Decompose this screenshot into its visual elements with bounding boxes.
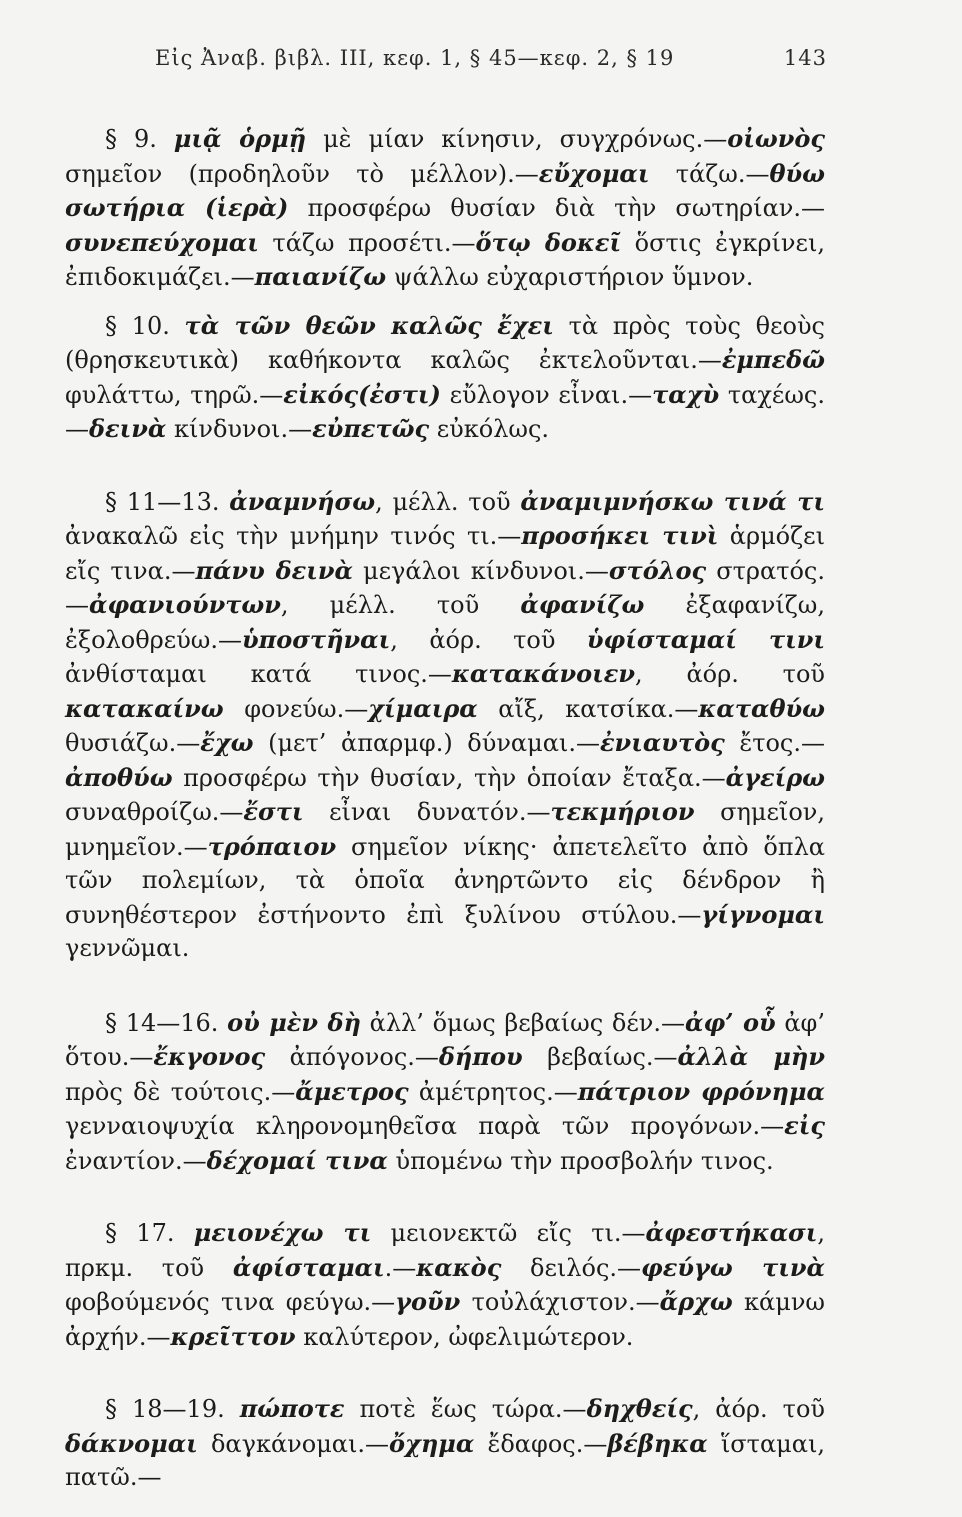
gloss-text: ἐναντίον.— [65,1146,207,1175]
gloss-text: ψάλλω εὐχαριστήριον ὕμνον. [386,263,754,291]
gloss-text: εὔλογον εἶναι.— [440,380,653,409]
glossary-term: χίμαιρα [368,693,478,723]
glossary-term: εὔχομαι [538,158,650,188]
gloss-text: βεβαίως.— [522,1043,678,1071]
gloss-text: ἵσταμαι, πατῶ.— [65,1429,825,1491]
gloss-text: § 11—13. [105,487,230,516]
glossary-term: ἀλλὰ μὴν [677,1042,825,1071]
book-page [65,38,825,1517]
glossary-term: πάνυ δεινὰ [195,555,353,585]
gloss-text: , μέλλ. τοῦ [375,487,521,516]
gloss-text: μειονεκτῶ εἴς τι.— [371,1219,646,1247]
glossary-term: οὐ μὲν δὴ [227,1007,361,1037]
gloss-text: κάμνω ἀρχήν.— [65,1288,825,1351]
glossary-term: γοῦν [395,1287,461,1316]
gloss-text: ποτὲ ἕως τώρα.— [344,1395,587,1423]
glossary-term: εὐπετῶς [312,414,430,443]
glossary-term: ταχὺ [652,379,720,409]
glossary-term: ὅτῳ δοκεῖ [475,227,622,257]
gloss-text: ἀμέτρητος.— [408,1077,578,1106]
gloss-text: , πρκμ. τοῦ [65,1219,825,1282]
glossary-term: δεινὰ [89,414,167,443]
gloss-text: πρὸς δὲ τούτοις.— [65,1077,296,1106]
gloss-text: γενναιοψυχία κληρονομηθεῖσα παρὰ τῶν προγόνων.— [65,1112,785,1140]
paragraph-section-11-13 [65,485,825,966]
running-head [65,38,825,78]
glossary-term: δέχομαί τινα [206,1145,388,1175]
glossary-term: μιᾷ ὁρμῇ [173,124,307,153]
gloss-text: , ἀόρ. τοῦ [692,1395,825,1423]
gloss-text: ἔδαφος.— [474,1429,608,1458]
glossary-term: ἐνιαυτὸς [599,728,725,757]
gloss-text: ὅστις ἐγκρίνει, ἐπιδοκιμάζει.— [65,228,825,291]
gloss-text: αἴξ, κατσίκα.— [477,694,699,723]
glossary-term: βέβηκα [607,1428,708,1458]
glossary-term: ὑφίσταμαί τινι [586,624,825,654]
page-number: 143 [783,46,827,70]
gloss-text: ἀλλ’ ὅμως βεβαίως δέν.— [360,1008,685,1037]
gloss-text: καλύτερον, ὠφελιμώτερον. [295,1322,634,1351]
glossary-term: πάτριον φρόνημα [577,1076,825,1106]
glossary-term: ἔκγονος [153,1042,266,1071]
glossary-term: ἀγείρω [725,762,825,792]
gloss-text: δειλός.— [501,1253,642,1282]
gloss-text: , ἀόρ. τοῦ [634,660,825,688]
glossary-term: δάκνομαι [65,1428,198,1458]
glossary-term: κατακαίνω [65,693,224,723]
glossary-term: εἰς [784,1111,825,1140]
glossary-term: προσήκει τινὶ [521,521,719,550]
glossary-term: ἀφίσταμαι [232,1252,385,1282]
glossary-term: τρόπαιον [207,831,337,861]
gloss-text: ταχέως.— [65,380,825,443]
glossary-term: συνεπεύχομαι [65,227,259,257]
gloss-text: συναθροίζω.— [65,798,244,826]
gloss-text: ὑπομένω τὴν προσβολήν τινος. [387,1146,774,1175]
gloss-text: § 9. [105,125,174,153]
gloss-text: ἀπόγονος.— [265,1043,439,1071]
paragraph-section-9 [65,122,825,295]
gloss-text: ἀνθίσταμαι κατά τινος.— [65,660,452,688]
gloss-text: § 17. [105,1219,194,1247]
glossary-term: δηχθείς [586,1394,693,1423]
glossary-term: τεκμήριον [550,797,695,826]
gloss-text: δαγκάνομαι.— [197,1429,390,1458]
glossary-term: κρεῖττον [170,1321,296,1351]
gloss-text: τάζω προσέτι.— [258,228,476,257]
glossary-term: θύω σωτήρια (ἱερὰ) [65,158,825,222]
glossary-term: πώποτε [239,1394,345,1423]
glossary-term: ἀναμνήσω [229,486,376,516]
glossary-term: ἀφεστήκασι [645,1218,818,1247]
gloss-text: σημεῖον νίκης· ἀπετελεῖτο ἀπὸ ὅπλα τῶν πολεμίων, τὰ ὁποῖα ἀνηρτῶντο εἰς δένδρον ἢ συνηθέστερον ἐστήνοντο ἐπὶ ξυλίνου στύλου.— [65,832,825,929]
gloss-text: § 18—19. [105,1395,240,1423]
gloss-text: φυλάττω, τηρῶ.— [65,380,284,409]
glossary-term: ἔστι [243,797,304,826]
glossary-term: μειονέχω τι [193,1218,372,1247]
gloss-text: γεννῶμαι. [65,934,190,962]
glossary-term: ἔχω [200,728,254,757]
gloss-text: μὲ μίαν κίνησιν, συγχρόνως.— [306,125,728,153]
glossary-term: κατακάνοιεν [451,659,635,688]
gloss-text: φονεύω.— [223,694,369,723]
glossary-term: ἀφ’ οὗ [685,1007,776,1037]
gloss-text: (μετ’ ἀπαρμφ.) δύναμαι.— [253,729,600,757]
gloss-text: θυσιάζω.— [65,729,201,757]
gloss-text: στρατός.— [65,556,825,619]
gloss-text: , ἀόρ. τοῦ [390,625,587,654]
glossary-term: στόλος [608,555,707,585]
glossary-term: ἀναμιμνήσκω τινά τι [520,486,826,516]
glossary-term: τὰ τῶν θεῶν καλῶς ἔχει [184,310,554,340]
gloss-text: τὰ πρὸς τοὺς θεοὺς (θρησκευτικὰ) καθήκοντα καλῶς ἐκτελοῦνται.— [65,311,825,374]
gloss-text: .— [384,1253,417,1282]
gloss-text: § 10. [105,311,185,340]
gloss-text: φοβούμενός τινα φεύγω.— [65,1288,396,1316]
glossary-term: καταθύω [698,693,825,723]
running-head-title: Εἰς Ἀναβ. βιβλ. III, κεφ. 1, § 45—κεφ. 2, § 19 [155,46,675,70]
paragraph-section-10 [65,309,825,447]
glossary-term: γίγνομαι [701,899,825,929]
gloss-text: προσφέρω τὴν θυσίαν, τὴν ὁποίαν ἔταξα.— [172,763,726,792]
gloss-text: ἀνακαλῶ εἰς τὴν μνήμην τινός τι.— [65,522,522,550]
glossary-term: εἰκός(ἐστι) [283,379,441,409]
gloss-text: τάζω.— [649,159,770,188]
glossary-term: ἀποθύω [65,762,173,792]
gloss-text: ἐξαφανίζω, ἐξολοθρεύω.— [65,591,825,654]
glossary-term: ἀφανιούντων [89,590,281,619]
gloss-text: προσφέρω θυσίαν διὰ τὴν σωτηρίαν.— [288,194,825,222]
glossary-term: ἐμπεδῶ [721,345,825,374]
gloss-text: σημεῖον, μνημεῖον.— [65,798,826,861]
gloss-text: κίνδυνοι.— [166,415,313,443]
paragraph-section-18-19 [65,1392,825,1495]
gloss-text: § 14—16. [105,1008,228,1037]
gloss-text: εἶναι δυνατόν.— [303,798,551,826]
gloss-text: ἔτος.— [724,729,825,757]
paragraph-section-17 [65,1216,825,1354]
paragraph-section-14-16 [65,1006,825,1179]
gloss-text: σημεῖον (προδηλοῦν τὸ μέλλον).— [65,159,539,188]
gloss-text: ἀφ’ ὅτου.— [65,1008,825,1071]
glossary-term: ὑποστῆναι [242,624,391,654]
gloss-text: τοὐλάχιστον.— [460,1288,660,1316]
glossary-term: ὄχημα [389,1428,475,1458]
gloss-text: μεγάλοι κίνδυνοι.— [352,556,609,585]
glossary-term: φεύγω τινὰ [641,1252,826,1282]
glossary-term: ἄμετρος [295,1076,409,1106]
glossary-term: ἄρχω [659,1287,733,1316]
gloss-text: ἁρμόζει εἴς τινα.— [65,522,825,585]
commentary-body [65,122,825,1495]
glossary-term: δήπου [438,1042,523,1071]
glossary-term: οἰωνὸς [727,124,825,153]
gloss-text: , μέλλ. τοῦ [280,591,521,619]
glossary-term: παιανίζω [254,262,387,291]
glossary-term: κακὸς [416,1252,502,1282]
gloss-text: εὐκόλως. [429,415,550,443]
glossary-term: ἀφανίζω [520,590,645,619]
